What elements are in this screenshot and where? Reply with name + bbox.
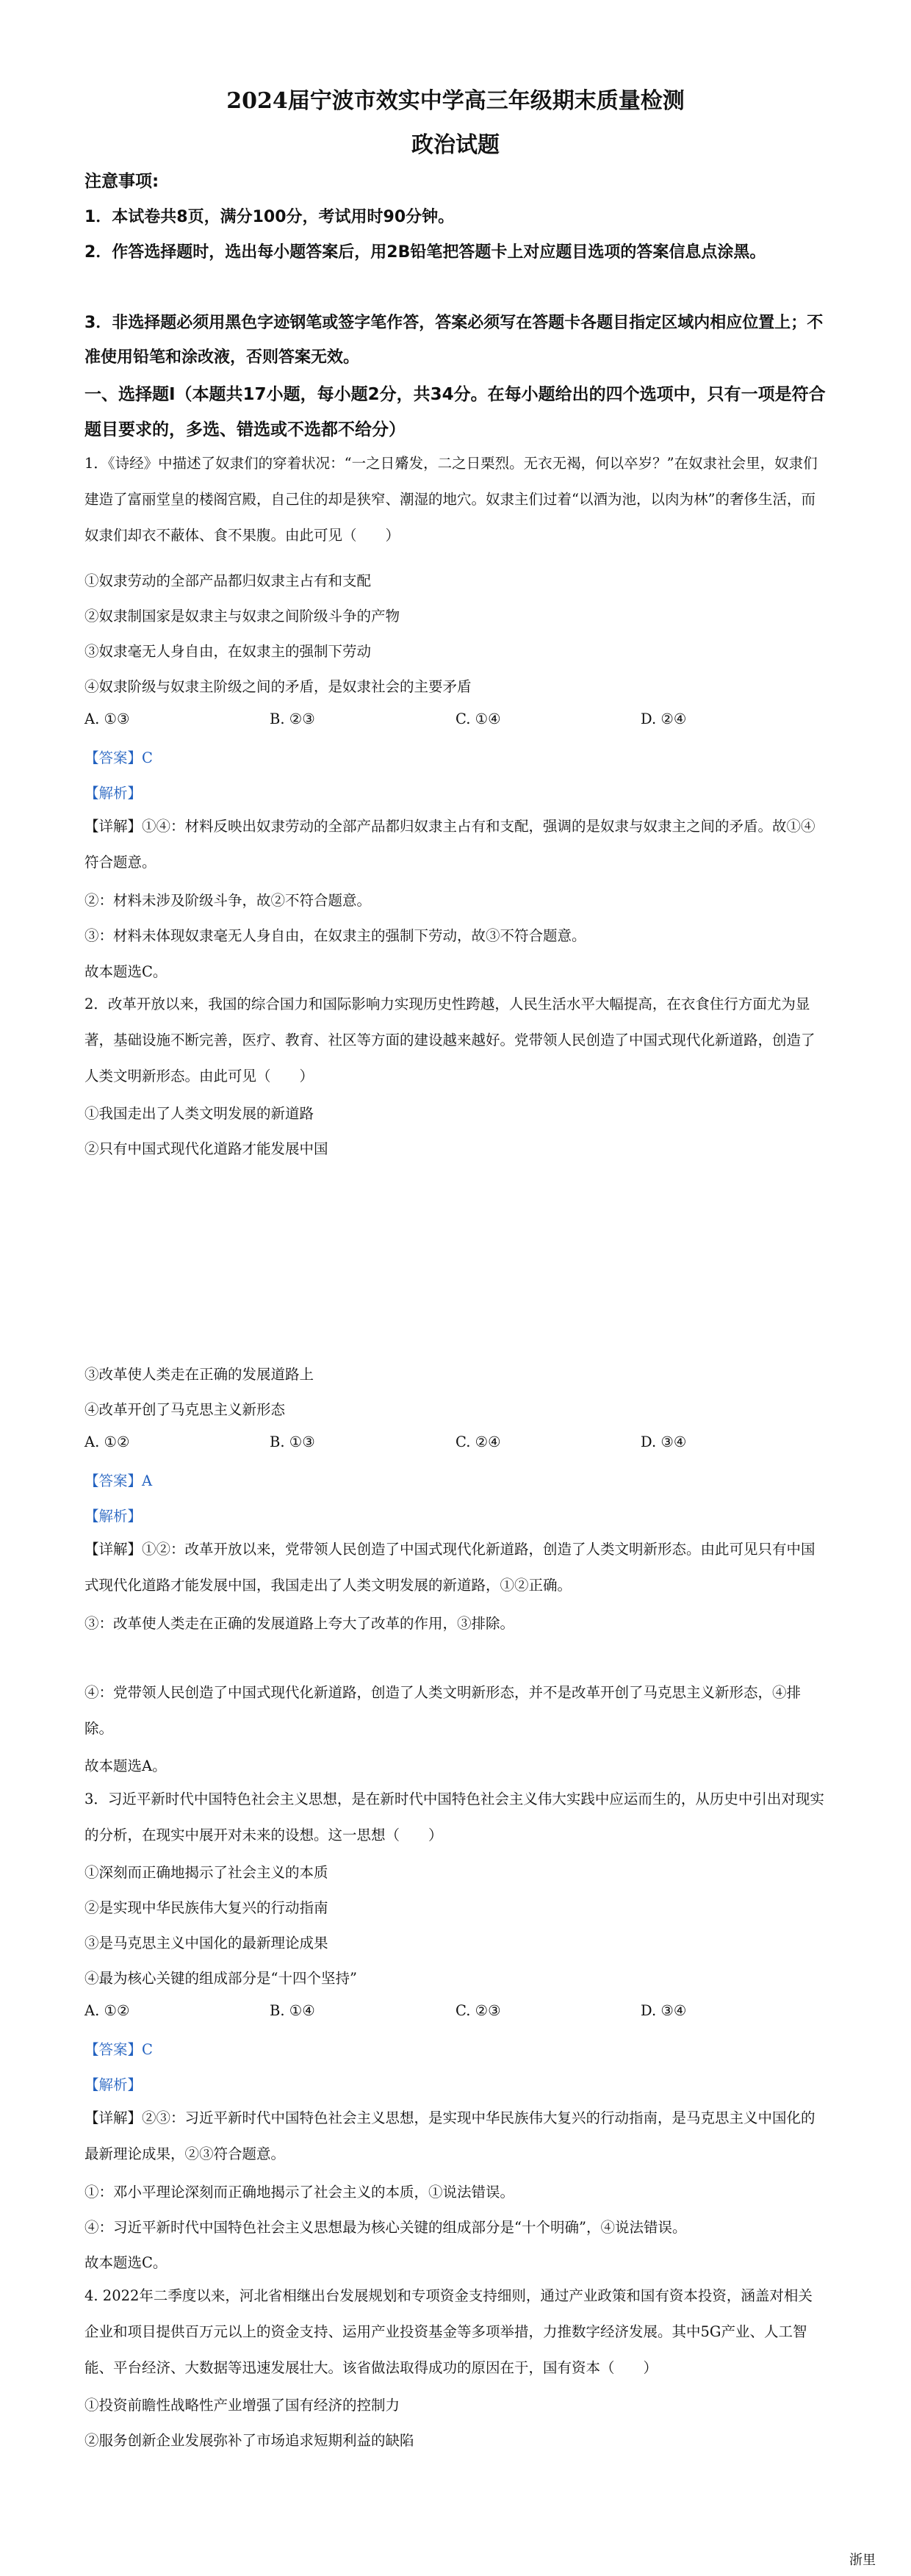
q2-statement-3: ③改革使人类走在正确的发展道路上 [84, 1366, 314, 1383]
q4-statement-2: ②服务创新企业发展弥补了市场追求短期利益的缺陷 [84, 2432, 414, 2449]
q3-statement-2: ②是实现中华民族伟大复兴的行动指南 [84, 1899, 328, 1916]
q2-stem: 2．改革开放以来，我国的综合国力和国际影响力实现历史性跨越，人民生活水平大幅提高，在衣食住行方面尤为显著，基础设施不断完善，医疗、教育、社区等方面的建设越来越好。党带领人民创造了中国式现代化新道路，创造了人类文明新形态。由此可见（ ） [84, 996, 815, 1084]
q1-statement-4: ④奴隶阶级与奴隶主阶级之间的矛盾，是奴隶社会的主要矛盾 [84, 678, 472, 695]
q1-detail: 【详解】①④：材料反映出奴隶劳动的全部产品都归奴隶主占有和支配，强调的是奴隶与奴隶主之间的矛盾。故①④符合题意。 [84, 818, 815, 871]
q1-answer: 【答案】C [84, 749, 153, 766]
q3-statement-3: ③是马克思主义中国化的最新理论成果 [84, 1935, 328, 1951]
q1-statement-3: ③奴隶毫无人身自由，在奴隶主的强制下劳动 [84, 643, 372, 660]
q1-stem: 1．《诗经》中描述了奴隶们的穿着状况：“一之日觱发，二之日栗烈。无衣无褐，何以卒岁？”在奴隶社会里，奴隶们建造了富丽堂皇的楼阁宫殿，自己住的却是狭窄、潮湿的地穴。奴隶主们过着“以酒为池，以肉为林”的奢侈生活，而奴隶们却衣不蔽体、食不果腹。由此可见（ ） [84, 455, 818, 544]
q1-option-b: B. ②③ [270, 710, 315, 727]
q2-note-4: ④：党带领人民创造了中国式现代化新道路，创造了人类文明新形态，并不是改革开创了马克思主义新形态，④排除。 [84, 1684, 802, 1737]
q3-option-a: A. ①② [84, 2002, 130, 2019]
q2-option-b: B. ①③ [270, 1433, 315, 1450]
q1-option-c: C. ①④ [455, 710, 501, 727]
notice-item-3: 3．非选择题必须用黑色字迹钢笔或签字笔作答，答案必须写在答题卡各题目指定区域内相应位置上；不准使用铅笔和涂改液，否则答案无效。 [84, 314, 824, 367]
q1-analysis-label: 【解析】 [84, 785, 143, 802]
q3-option-c: C. ②③ [455, 2002, 501, 2019]
q1-note-2: ②：材料未涉及阶级斗争，故②不符合题意。 [84, 892, 372, 909]
document-subtitle: 政治试题 [411, 132, 500, 158]
q3-note-4: ④：习近平新时代中国特色社会主义思想最为核心关键的组成部分是“十个明确”，④说法错误。 [84, 2219, 687, 2236]
q2-statement-1: ①我国走出了人类文明发展的新道路 [84, 1105, 314, 1122]
q3-detail: 【详解】②③：习近平新时代中国特色社会主义思想，是实现中华民族伟大复兴的行动指南，是马克思主义中国化的最新理论成果，②③符合题意。 [84, 2109, 815, 2162]
q1-note-3: ③：材料未体现奴隶毫无人身自由，在奴隶主的强制下劳动，故③不符合题意。 [84, 927, 586, 944]
notice-item-1: 1．本试卷共8页，满分100分，考试用时90分钟。 [84, 208, 455, 226]
q2-conclusion: 故本题选A。 [84, 1757, 167, 1774]
q4-stem: 4. 2022年二季度以来，河北省相继出台发展规划和专项资金支持细则，通过产业政策和国有资本投资，涵盖对相关企业和项目提供百万元以上的资金支持、运用产业投资基金等多项举措，力推数字经济发展。其中5G产业、人工智能、平台经济、大数据等迅速发展壮大。该省做法取得成功的原因在于，国有资本（ ） [84, 2287, 813, 2376]
q2-option-a: A. ①② [84, 1433, 130, 1450]
q2-option-c: C. ②④ [455, 1433, 501, 1450]
document-title: 2024届宁波市效实中学高三年级期末质量检测 [226, 88, 685, 114]
q3-analysis-label: 【解析】 [84, 2076, 143, 2093]
notice-heading: 注意事项: [84, 172, 159, 191]
footer-text: 浙里 [849, 2552, 876, 2568]
q2-statement-4: ④改革开创了马克思主义新形态 [84, 1401, 286, 1418]
notice-item-2: 2．作答选择题时，选出每小题答案后，用2B铅笔把答题卡上对应题目选项的答案信息点涂黑。 [84, 243, 766, 262]
q1-statement-2: ②奴隶制国家是奴隶主与奴隶之间阶级斗争的产物 [84, 608, 400, 625]
q2-detail: 【详解】①②：改革开放以来，党带领人民创造了中国式现代化新道路，创造了人类文明新形态。由此可见只有中国式现代化道路才能发展中国，我国走出了人类文明发展的新道路，①②正确。 [84, 1541, 815, 1594]
q4-statement-1: ①投资前瞻性战略性产业增强了国有经济的控制力 [84, 2397, 400, 2414]
q2-answer: 【答案】A [84, 1472, 153, 1489]
q2-note-3: ③：改革使人类走在正确的发展道路上夸大了改革的作用，③排除。 [84, 1615, 515, 1632]
q1-conclusion: 故本题选C。 [84, 963, 168, 980]
q3-option-b: B. ①④ [270, 2002, 315, 2019]
q2-statement-2: ②只有中国式现代化道路才能发展中国 [84, 1140, 328, 1157]
q2-option-d: D. ③④ [641, 1433, 687, 1450]
q2-analysis-label: 【解析】 [84, 1508, 143, 1525]
q3-stem: 3．习近平新时代中国特色社会主义思想，是在新时代中国特色社会主义伟大实践中应运而生的，从历史中引出对现实的分析，在现实中展开对未来的设想。这一思想（ ） [84, 1791, 824, 1843]
q1-option-d: D. ②④ [641, 710, 687, 727]
q1-statement-1: ①奴隶劳动的全部产品都归奴隶主占有和支配 [84, 572, 372, 589]
q1-option-a: A. ①③ [84, 710, 130, 727]
q3-answer: 【答案】C [84, 2041, 153, 2058]
q3-statement-4: ④最为核心关键的组成部分是“十四个坚持” [84, 1970, 357, 1987]
q3-statement-1: ①深刻而正确地揭示了社会主义的本质 [84, 1864, 328, 1881]
section-heading: 一、选择题Ⅰ（本题共17小题，每小题2分，共34分。在每小题给出的四个选项中，只有一项是符合题目要求的，多选、错选或不选都不给分） [84, 385, 826, 439]
q3-note-1: ①：邓小平理论深刻而正确地揭示了社会主义的本质，①说法错误。 [84, 2184, 515, 2201]
q3-option-d: D. ③④ [641, 2002, 687, 2019]
q3-conclusion: 故本题选C。 [84, 2254, 168, 2271]
